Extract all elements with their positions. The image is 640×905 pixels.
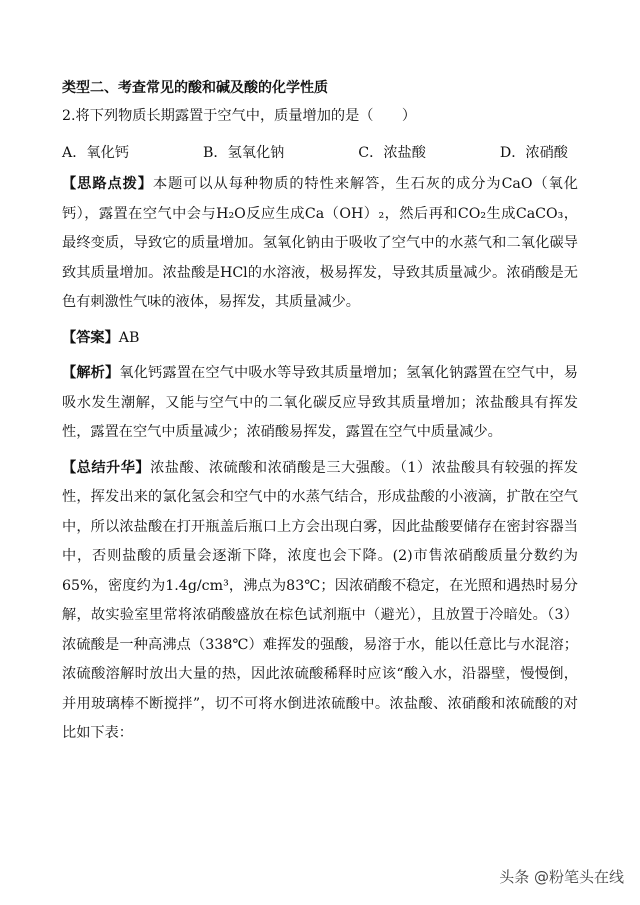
watermark: 头条 @粉笔头在线 bbox=[499, 868, 624, 886]
summary-text: 浓盐酸、浓硫酸和浓硝酸是三大强酸。（1）浓盐酸具有较强的挥发性，挥发出来的氯化氢会和空气中的水蒸气结合，形成盐酸的小液滴，扩散在空气中，所以浓盐酸在打开瓶盖后瓶口上方会出现白雾，因此盐酸要储存在密封容器当中，否则盐酸的质量会逐渐下降，浓度也会下降。(2)市售浓硝酸质量分数约为65%，密度约为1.4g/cm³，沸点为83℃；因浓硝酸不稳定，在光照和遇热时易分解，故实验室里常将浓硝酸盛放在棕色试剂瓶中（避光），且放置于冷暗处。（3）浓硫酸是一种高沸点（338℃）难挥发的强酸，易溶于水，能以任意比与水混溶；浓硫酸溶解时放出大量的热，因此浓硫酸稀释时应该“酸入水，沿器壁，慢慢倒，并用玻璃棒不断搅拌”，切不可将水倒进浓硫酸中。浓盐酸、浓硝酸和浓硫酸的对比如下表： bbox=[62, 459, 578, 741]
document-page bbox=[62, 70, 578, 749]
hint-paragraph bbox=[62, 170, 578, 318]
summary-paragraph bbox=[62, 454, 578, 749]
answer-label: 【答案】 bbox=[62, 329, 119, 346]
answer-options bbox=[62, 142, 578, 162]
analysis-text: 氧化钙露置在空气中吸水等导致其质量增加；氢氧化钠露置在空气中，易吸水发生潮解，又能与空气中的二氧化碳反应导致其质量增加；浓盐酸具有挥发性，露置在空气中质量减少；浓硝酸易挥发，露置在空气中质量减少。 bbox=[62, 365, 578, 440]
analysis-label: 【解析】 bbox=[62, 365, 120, 381]
analysis-paragraph bbox=[62, 359, 578, 448]
option-c: C．浓盐酸 bbox=[358, 145, 426, 161]
option-a: A．氧化钙 bbox=[62, 145, 129, 161]
answer-paragraph bbox=[62, 324, 578, 354]
hint-label: 【思路点拨】 bbox=[62, 176, 153, 192]
option-b: B．氢氧化钠 bbox=[202, 145, 285, 161]
question-text: 2.将下列物质长期露置于空气中，质量增加的是（ ） bbox=[62, 108, 417, 124]
answer-text: AB bbox=[118, 329, 140, 346]
section-title: 类型二、考查常见的酸和碱及酸的化学性质 bbox=[62, 80, 328, 96]
summary-label: 【总结升华】 bbox=[62, 459, 151, 476]
hint-text: 本题可以从每种物质的特性来解答，生石灰的成分为CaO（氧化钙），露置在空气中会与H₂O反应生成Ca（OH）₂，然后再和CO₂生成CaCO₃，最终变质，导致它的质量增加。氢氧化钠由于吸收了空气中的水蒸气和二氧化碳导致其质量增加。浓盐酸是HCl的水溶液，极易挥发，导致其质量减少。浓硝酸是无色有刺激性气味的液体，易挥发，其质量减少。 bbox=[62, 176, 578, 310]
option-d: D．浓硝酸 bbox=[499, 145, 568, 161]
